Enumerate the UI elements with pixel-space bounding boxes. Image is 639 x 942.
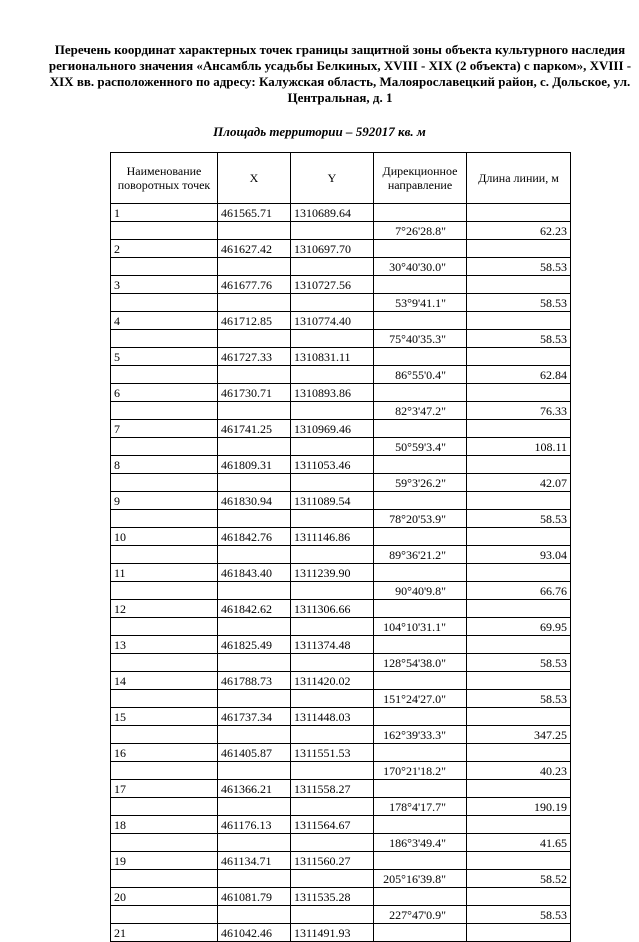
y-cell (291, 726, 374, 744)
length-cell: 58.52 (467, 870, 571, 888)
direction-cell: 178°4'17.7" (374, 798, 467, 816)
direction-cell (374, 384, 467, 402)
length-cell: 42.07 (467, 474, 571, 492)
point-name-cell (111, 618, 218, 636)
point-name-cell (111, 798, 218, 816)
length-cell (467, 204, 571, 222)
y-cell (291, 870, 374, 888)
point-name-cell (111, 330, 218, 348)
table-row (111, 618, 571, 636)
length-cell (467, 888, 571, 906)
table-header-row (111, 153, 571, 204)
x-cell (218, 834, 291, 852)
x-cell: 461677.76 (218, 276, 291, 294)
x-cell (218, 798, 291, 816)
length-cell: 58.53 (467, 690, 571, 708)
direction-cell: 205°16'39.8" (374, 870, 467, 888)
point-name-cell: 4 (111, 312, 218, 330)
table-row (111, 852, 571, 870)
y-cell (291, 330, 374, 348)
length-cell: 108.11 (467, 438, 571, 456)
point-name-cell: 20 (111, 888, 218, 906)
y-cell (291, 546, 374, 564)
y-cell (291, 618, 374, 636)
table-row (111, 636, 571, 654)
point-name-cell: 8 (111, 456, 218, 474)
length-cell (467, 528, 571, 546)
x-cell (218, 366, 291, 384)
direction-cell: 86°55'0.4" (374, 366, 467, 384)
y-cell (291, 798, 374, 816)
direction-cell: 170°21'18.2" (374, 762, 467, 780)
table-row (111, 438, 571, 456)
y-cell: 1310689.64 (291, 204, 374, 222)
direction-cell (374, 204, 467, 222)
x-cell: 461842.76 (218, 528, 291, 546)
y-cell (291, 474, 374, 492)
direction-cell (374, 924, 467, 942)
table-row (111, 294, 571, 312)
length-cell: 62.84 (467, 366, 571, 384)
table-row (111, 330, 571, 348)
length-cell (467, 420, 571, 438)
table-row (111, 240, 571, 258)
table-row (111, 312, 571, 330)
table-row (111, 600, 571, 618)
direction-cell: 90°40'9.8" (374, 582, 467, 600)
point-name-cell: 7 (111, 420, 218, 438)
direction-cell: 78°20'53.9" (374, 510, 467, 528)
length-cell (467, 276, 571, 294)
length-cell (467, 636, 571, 654)
length-cell: 58.53 (467, 906, 571, 924)
x-cell (218, 438, 291, 456)
direction-cell: 7°26'28.8" (374, 222, 467, 240)
direction-cell (374, 528, 467, 546)
table-row (111, 924, 571, 942)
y-cell: 1311448.03 (291, 708, 374, 726)
length-cell: 69.95 (467, 618, 571, 636)
table-row (111, 708, 571, 726)
coordinates-table (110, 152, 571, 942)
y-cell: 1310697.70 (291, 240, 374, 258)
table-row (111, 654, 571, 672)
table-row (111, 222, 571, 240)
x-cell (218, 294, 291, 312)
document-heading: Перечень координат характерных точек границы защитной зоны объекта культурного наследия регионального значения «Ансамбль усадьбы Белкиных, XVIII - XIX (2 объекта) с парком», XVIII - XIX вв. расположенного по адресу: Калужская область, Малоярославецкий район, с. Дольское, ул. Центральная, д. 1 (48, 42, 632, 105)
point-name-cell: 2 (111, 240, 218, 258)
x-cell: 461134.71 (218, 852, 291, 870)
direction-cell (374, 600, 467, 618)
x-cell (218, 906, 291, 924)
direction-cell (374, 420, 467, 438)
length-cell (467, 312, 571, 330)
x-cell: 461727.33 (218, 348, 291, 366)
direction-cell: 162°39'33.3" (374, 726, 467, 744)
point-name-cell (111, 870, 218, 888)
header-length: Длина линии, м (467, 153, 571, 204)
length-cell (467, 852, 571, 870)
x-cell: 461627.42 (218, 240, 291, 258)
territory-area: Площадь территории – 592017 кв. м (213, 124, 426, 139)
table-row (111, 204, 571, 222)
length-cell: 40.23 (467, 762, 571, 780)
length-cell (467, 456, 571, 474)
y-cell (291, 366, 374, 384)
x-cell (218, 546, 291, 564)
length-cell: 58.53 (467, 654, 571, 672)
direction-cell (374, 672, 467, 690)
y-cell (291, 510, 374, 528)
y-cell: 1310969.46 (291, 420, 374, 438)
length-cell (467, 816, 571, 834)
x-cell (218, 870, 291, 888)
x-cell: 461830.94 (218, 492, 291, 510)
y-cell: 1311053.46 (291, 456, 374, 474)
header-y: Y (291, 153, 374, 204)
length-cell (467, 348, 571, 366)
length-cell (467, 744, 571, 762)
point-name-cell: 1 (111, 204, 218, 222)
x-cell: 461081.79 (218, 888, 291, 906)
length-cell (467, 240, 571, 258)
direction-cell: 151°24'27.0" (374, 690, 467, 708)
direction-cell: 82°3'47.2" (374, 402, 467, 420)
point-name-cell (111, 510, 218, 528)
header-direction: Дирекционное направление (374, 153, 467, 204)
table-row (111, 384, 571, 402)
point-name-cell (111, 258, 218, 276)
y-cell: 1311551.53 (291, 744, 374, 762)
point-name-cell: 18 (111, 816, 218, 834)
direction-cell: 59°3'26.2" (374, 474, 467, 492)
point-name-cell (111, 474, 218, 492)
direction-cell (374, 312, 467, 330)
direction-cell (374, 456, 467, 474)
point-name-cell: 19 (111, 852, 218, 870)
point-name-cell (111, 222, 218, 240)
table-row (111, 870, 571, 888)
y-cell (291, 222, 374, 240)
length-cell: 66.76 (467, 582, 571, 600)
table-row (111, 672, 571, 690)
direction-cell: 53°9'41.1" (374, 294, 467, 312)
table-row (111, 348, 571, 366)
point-name-cell: 15 (111, 708, 218, 726)
point-name-cell (111, 402, 218, 420)
y-cell (291, 258, 374, 276)
y-cell: 1311491.93 (291, 924, 374, 942)
length-cell (467, 672, 571, 690)
table-row (111, 258, 571, 276)
x-cell (218, 330, 291, 348)
point-name-cell: 5 (111, 348, 218, 366)
y-cell: 1311089.54 (291, 492, 374, 510)
x-cell: 461737.34 (218, 708, 291, 726)
point-name-cell: 13 (111, 636, 218, 654)
direction-cell: 104°10'31.1" (374, 618, 467, 636)
y-cell: 1311420.02 (291, 672, 374, 690)
length-cell: 58.53 (467, 510, 571, 528)
direction-cell (374, 492, 467, 510)
y-cell: 1311564.67 (291, 816, 374, 834)
x-cell: 461176.13 (218, 816, 291, 834)
direction-cell (374, 780, 467, 798)
point-name-cell (111, 438, 218, 456)
y-cell (291, 690, 374, 708)
x-cell: 461730.71 (218, 384, 291, 402)
x-cell: 461842.62 (218, 600, 291, 618)
point-name-cell: 14 (111, 672, 218, 690)
table-row (111, 780, 571, 798)
table-row (111, 420, 571, 438)
length-cell: 41.65 (467, 834, 571, 852)
y-cell (291, 402, 374, 420)
point-name-cell (111, 834, 218, 852)
x-cell (218, 654, 291, 672)
point-name-cell (111, 294, 218, 312)
point-name-cell (111, 366, 218, 384)
length-cell (467, 924, 571, 942)
x-cell (218, 582, 291, 600)
x-cell (218, 222, 291, 240)
direction-cell (374, 240, 467, 258)
length-cell: 190.19 (467, 798, 571, 816)
table-row (111, 474, 571, 492)
point-name-cell (111, 906, 218, 924)
table-row (111, 492, 571, 510)
point-name-cell: 12 (111, 600, 218, 618)
table-row (111, 762, 571, 780)
point-name-cell: 21 (111, 924, 218, 942)
y-cell: 1311558.27 (291, 780, 374, 798)
x-cell: 461843.40 (218, 564, 291, 582)
y-cell (291, 294, 374, 312)
direction-cell: 30°40'30.0" (374, 258, 467, 276)
y-cell: 1310831.11 (291, 348, 374, 366)
table-row (111, 564, 571, 582)
length-cell: 347.25 (467, 726, 571, 744)
x-cell (218, 762, 291, 780)
point-name-cell: 3 (111, 276, 218, 294)
table-row (111, 528, 571, 546)
length-cell: 58.53 (467, 258, 571, 276)
direction-cell (374, 816, 467, 834)
x-cell (218, 618, 291, 636)
point-name-cell (111, 726, 218, 744)
x-cell: 461825.49 (218, 636, 291, 654)
direction-cell: 89°36'21.2" (374, 546, 467, 564)
y-cell: 1311306.66 (291, 600, 374, 618)
direction-cell (374, 276, 467, 294)
x-cell: 461712.85 (218, 312, 291, 330)
point-name-cell: 17 (111, 780, 218, 798)
table-row (111, 276, 571, 294)
direction-cell (374, 852, 467, 870)
table-row (111, 546, 571, 564)
point-name-cell (111, 690, 218, 708)
direction-cell: 50°59'3.4" (374, 438, 467, 456)
x-cell: 461366.21 (218, 780, 291, 798)
point-name-cell: 10 (111, 528, 218, 546)
length-cell (467, 708, 571, 726)
x-cell: 461042.46 (218, 924, 291, 942)
table-row (111, 582, 571, 600)
y-cell: 1310727.56 (291, 276, 374, 294)
length-cell: 62.23 (467, 222, 571, 240)
table-row (111, 798, 571, 816)
y-cell: 1311374.48 (291, 636, 374, 654)
table-row (111, 690, 571, 708)
y-cell: 1310774.40 (291, 312, 374, 330)
direction-cell: 227°47'0.9" (374, 906, 467, 924)
direction-cell (374, 636, 467, 654)
x-cell (218, 726, 291, 744)
table-row (111, 366, 571, 384)
x-cell: 461565.71 (218, 204, 291, 222)
y-cell (291, 438, 374, 456)
length-cell: 76.33 (467, 402, 571, 420)
x-cell (218, 690, 291, 708)
x-cell: 461741.25 (218, 420, 291, 438)
point-name-cell: 11 (111, 564, 218, 582)
header-point-name: Наименование поворотных точек (111, 153, 218, 204)
y-cell (291, 762, 374, 780)
direction-cell: 75°40'35.3" (374, 330, 467, 348)
table-row (111, 834, 571, 852)
length-cell (467, 780, 571, 798)
length-cell (467, 564, 571, 582)
table-row (111, 510, 571, 528)
length-cell: 58.53 (467, 330, 571, 348)
length-cell: 58.53 (467, 294, 571, 312)
point-name-cell: 9 (111, 492, 218, 510)
point-name-cell (111, 546, 218, 564)
x-cell (218, 258, 291, 276)
table-row (111, 402, 571, 420)
length-cell (467, 492, 571, 510)
table-row (111, 726, 571, 744)
y-cell: 1311239.90 (291, 564, 374, 582)
direction-cell: 128°54'38.0" (374, 654, 467, 672)
point-name-cell: 6 (111, 384, 218, 402)
point-name-cell (111, 582, 218, 600)
direction-cell (374, 888, 467, 906)
y-cell: 1311560.27 (291, 852, 374, 870)
y-cell: 1311146.86 (291, 528, 374, 546)
length-cell: 93.04 (467, 546, 571, 564)
header-x: X (218, 153, 291, 204)
x-cell (218, 474, 291, 492)
point-name-cell (111, 654, 218, 672)
y-cell: 1311535.28 (291, 888, 374, 906)
direction-cell (374, 708, 467, 726)
table-row (111, 888, 571, 906)
length-cell (467, 384, 571, 402)
table-row (111, 744, 571, 762)
point-name-cell: 16 (111, 744, 218, 762)
x-cell (218, 510, 291, 528)
table-row (111, 816, 571, 834)
x-cell: 461405.87 (218, 744, 291, 762)
point-name-cell (111, 762, 218, 780)
table-row (111, 906, 571, 924)
y-cell (291, 582, 374, 600)
length-cell (467, 600, 571, 618)
direction-cell (374, 564, 467, 582)
y-cell (291, 834, 374, 852)
y-cell: 1310893.86 (291, 384, 374, 402)
y-cell (291, 906, 374, 924)
table-row (111, 456, 571, 474)
direction-cell (374, 744, 467, 762)
x-cell: 461809.31 (218, 456, 291, 474)
x-cell: 461788.73 (218, 672, 291, 690)
direction-cell (374, 348, 467, 366)
x-cell (218, 402, 291, 420)
direction-cell: 186°3'49.4" (374, 834, 467, 852)
y-cell (291, 654, 374, 672)
